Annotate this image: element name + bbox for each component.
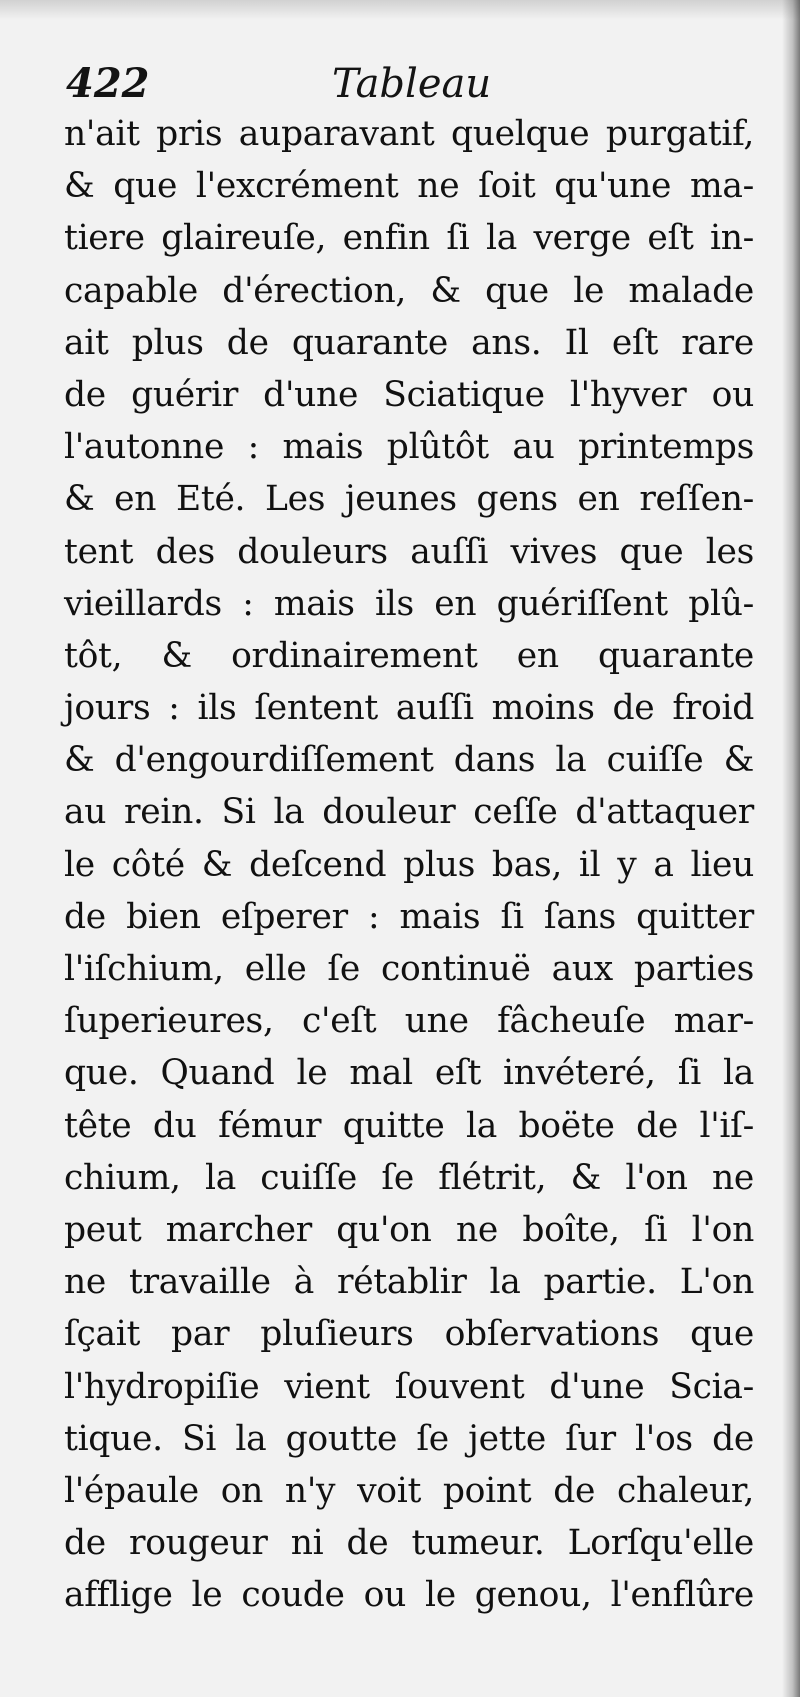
text-line: l'iſchium, elle ſe continuë aux parties bbox=[64, 949, 754, 989]
text-line: & que l'excrément ne ſoit qu'une ma- bbox=[64, 166, 754, 207]
text-line: peut marcher qu'on ne boîte, ſi l'on bbox=[64, 1209, 754, 1250]
text-line: tôt, & ordinairement en quarante bbox=[64, 635, 754, 676]
text-line: que. Quand le mal eſt invéteré, ſi la bbox=[64, 1053, 754, 1094]
text-line: chium, la cuiſſe ſe flétrit, & l'on ne bbox=[64, 1157, 754, 1198]
page-gutter-shadow bbox=[782, 0, 800, 1697]
text-line: tique. Si la goutte ſe jette ſur l'os de bbox=[64, 1418, 754, 1459]
text-line: vieillards : mais ils en guériſſent plû- bbox=[64, 583, 754, 624]
text-line: tête du fémur quitte la boëte de l'iſ- bbox=[64, 1105, 754, 1146]
text-line: l'autonne : mais plûtôt au printemps bbox=[64, 427, 754, 468]
text-line: l'hydropiſie vient ſouvent d'une Scia- bbox=[64, 1366, 754, 1407]
text-line: ſuperieures, c'eſt une fâcheuſe mar- bbox=[64, 1001, 754, 1042]
text-line: afflige le coude ou le genou, l'enflûre bbox=[64, 1575, 754, 1616]
text-line: de guérir d'une Sciatique l'hyver ou bbox=[64, 374, 754, 415]
text-line: au rein. Si la douleur ceſſe d'attaquer bbox=[64, 792, 754, 833]
text-line: tent des douleurs auſſi vives que les bbox=[64, 531, 754, 572]
page-top-shadow bbox=[0, 0, 800, 20]
text-line: ait plus de quarante ans. Il eſt rare bbox=[64, 322, 754, 363]
text-line: & d'engourdiſſement dans la cuiſſe & bbox=[64, 740, 754, 781]
body-text bbox=[64, 108, 754, 1621]
text-line: n'ait pris auparavant quelque purgatif, bbox=[64, 114, 754, 154]
text-line: de bien eſperer : mais ſi ſans quitter bbox=[64, 896, 754, 937]
text-line: de rougeur ni de tumeur. Lorſqu'elle bbox=[64, 1523, 754, 1564]
text-line: ſçait par pluſieurs obſervations que bbox=[64, 1314, 754, 1355]
text-line: le côté & deſcend plus bas, il y a lieu bbox=[64, 844, 754, 885]
text-line: tiere glaireuſe, enfin ſi la verge eſt in- bbox=[64, 218, 754, 259]
text-line: ne travaille à rétablir la partie. L'on bbox=[64, 1262, 754, 1303]
page-number: 422 bbox=[66, 60, 150, 107]
text-line: & en Eté. Les jeunes gens en reſſen- bbox=[64, 479, 754, 520]
text-line: jours : ils ſentent auſſi moins de froid bbox=[64, 688, 754, 729]
text-line: capable d'érection, & que le malade bbox=[64, 270, 754, 311]
text-line: l'épaule on n'y voit point de chaleur, bbox=[64, 1470, 754, 1511]
running-head: Tableau bbox=[332, 61, 492, 107]
page-header bbox=[66, 58, 756, 110]
